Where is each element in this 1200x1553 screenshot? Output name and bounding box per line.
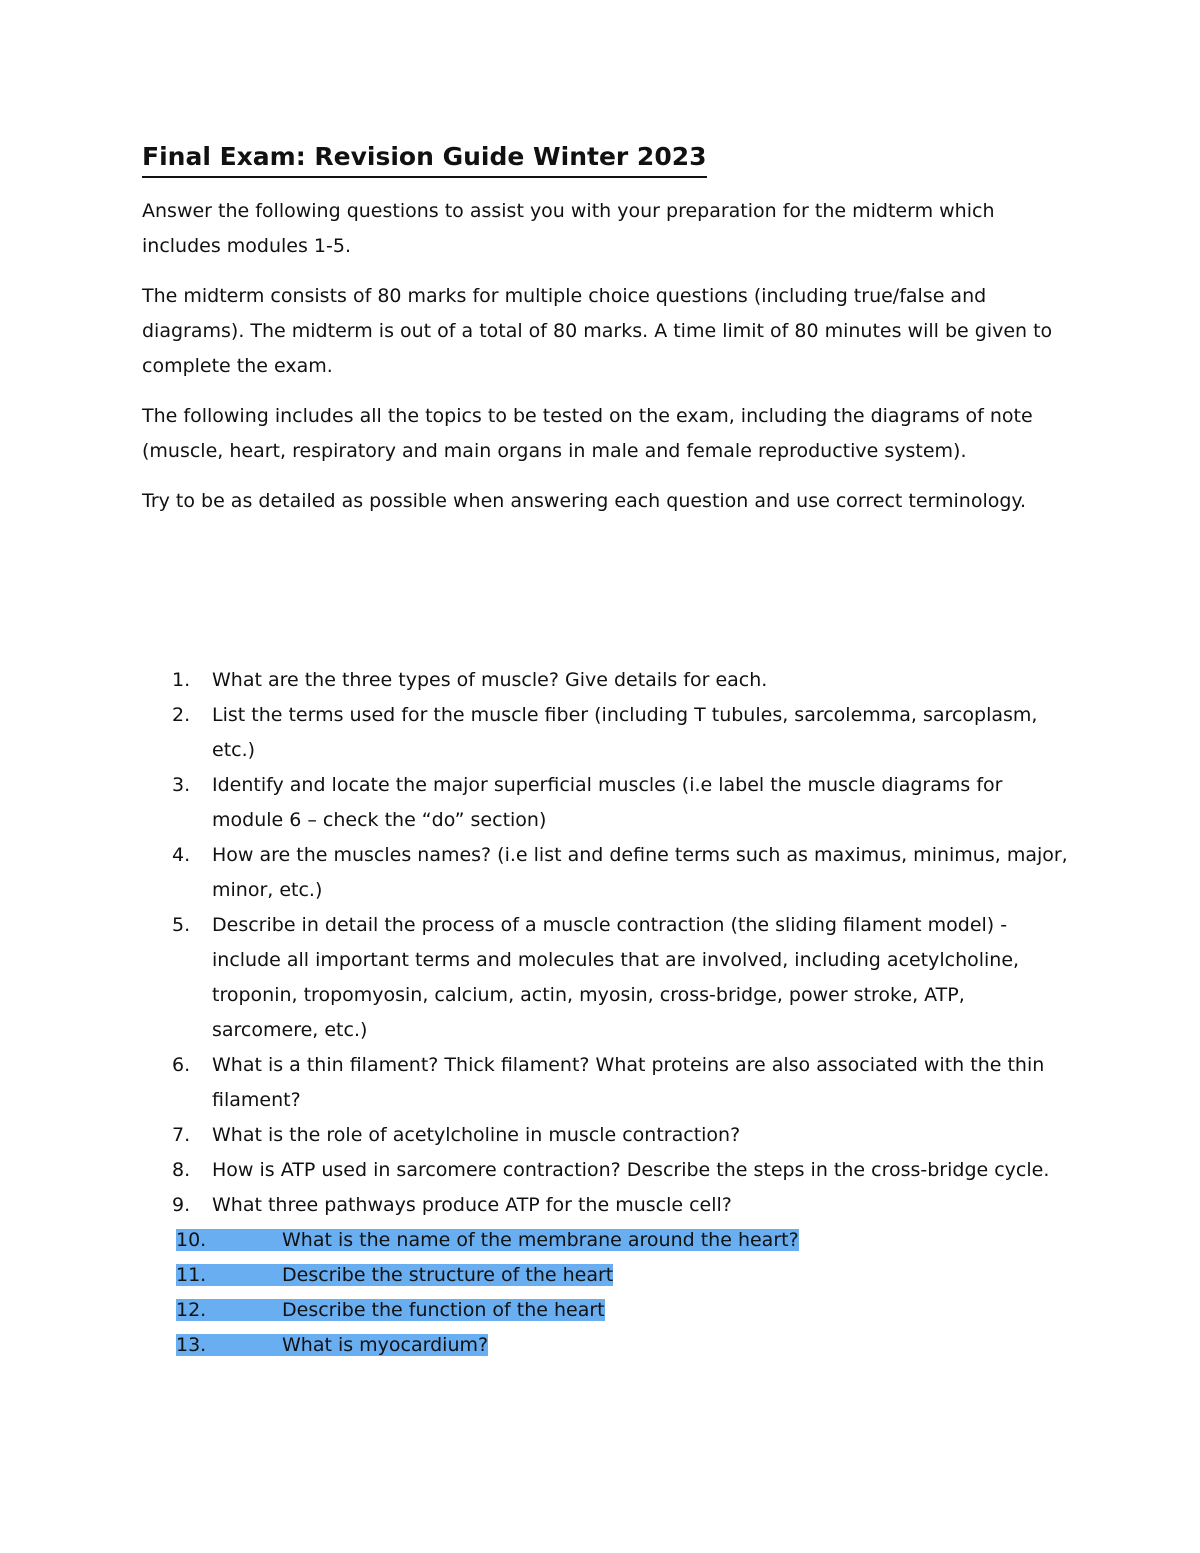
document-title: Final Exam: Revision Guide Winter 2023 [142, 138, 707, 178]
question-text: What is myocardium? [282, 1334, 489, 1356]
highlighted-list-item [176, 1328, 1072, 1363]
question-list [172, 663, 1072, 1363]
question-text: Describe the structure of the heart [282, 1264, 614, 1286]
text-highlight [176, 1334, 488, 1356]
question-text: How are the muscles names? (i.e list and define terms such as maximus, minimus, major, minor, etc.) [212, 844, 1068, 901]
question-number: 12. [176, 1299, 207, 1321]
question-text: List the terms used for the muscle fiber (including T tubules, sarcolemma, sarcoplasm, etc.) [212, 704, 1038, 761]
question-number: 10. [176, 1229, 207, 1251]
question-text: What is the name of the membrane around the heart? [282, 1229, 799, 1251]
advice-paragraph: Try to be as detailed as possible when answering each question and use correct terminology. [142, 490, 1027, 512]
list-item [172, 1118, 1072, 1153]
question-text: What is a thin filament? Thick filament? What proteins are also associated with the thin filament? [212, 1054, 1045, 1111]
question-number: 7. [172, 1124, 191, 1146]
question-text: What is the role of acetylcholine in muscle contraction? [212, 1124, 741, 1146]
text-highlight [176, 1299, 605, 1321]
question-number: 11. [176, 1264, 207, 1286]
highlighted-list-item [176, 1293, 1072, 1328]
text-highlight [176, 1229, 799, 1251]
question-number: 1. [172, 669, 191, 691]
highlighted-list-item [176, 1258, 1072, 1293]
document-page [142, 138, 1062, 534]
list-item [172, 838, 1072, 908]
question-number: 6. [172, 1054, 191, 1076]
text-highlight [176, 1264, 613, 1286]
list-item [172, 698, 1072, 768]
marks-paragraph: The midterm consists of 80 marks for multiple choice questions (including true/false and diagrams). The midterm is out of a total of 80 marks. A time limit of 80 minutes will be given to complete the exam. [142, 285, 1053, 377]
question-number: 9. [172, 1194, 191, 1216]
question-number: 13. [176, 1334, 207, 1356]
question-number: 5. [172, 914, 191, 936]
question-number: 4. [172, 844, 191, 866]
question-text: Identify and locate the major superficial muscles (i.e label the muscle diagrams for module 6 – check the “do” section) [212, 774, 1003, 831]
list-item [172, 908, 1072, 1048]
question-number: 3. [172, 774, 191, 796]
list-item [172, 1188, 1072, 1223]
highlighted-list-item [176, 1223, 1072, 1258]
question-text: Describe in detail the process of a muscle contraction (the sliding filament model) - include all important terms and molecules that are involved, including acetylcholine, troponin, tropomyosin, calcium, actin, myosin, cross-bridge, power stroke, ATP, sarcomere, etc.) [212, 914, 1020, 1041]
question-number: 8. [172, 1159, 191, 1181]
question-text: How is ATP used in sarcomere contraction? Describe the steps in the cross-bridge cycle. [212, 1159, 1050, 1181]
list-item [172, 1153, 1072, 1188]
question-text: Describe the function of the heart [282, 1299, 605, 1321]
intro-paragraph: Answer the following questions to assist you with your preparation for the midterm which includes modules 1-5. [142, 200, 995, 257]
question-text: What are the three types of muscle? Give details for each. [212, 669, 768, 691]
question-number: 2. [172, 704, 191, 726]
topics-paragraph: The following includes all the topics to be tested on the exam, including the diagrams of note (muscle, heart, respiratory and main organs in male and female reproductive system). [142, 405, 1033, 462]
question-text: What three pathways produce ATP for the muscle cell? [212, 1194, 732, 1216]
list-item [172, 1048, 1072, 1118]
list-item [172, 663, 1072, 698]
list-item [172, 768, 1072, 838]
